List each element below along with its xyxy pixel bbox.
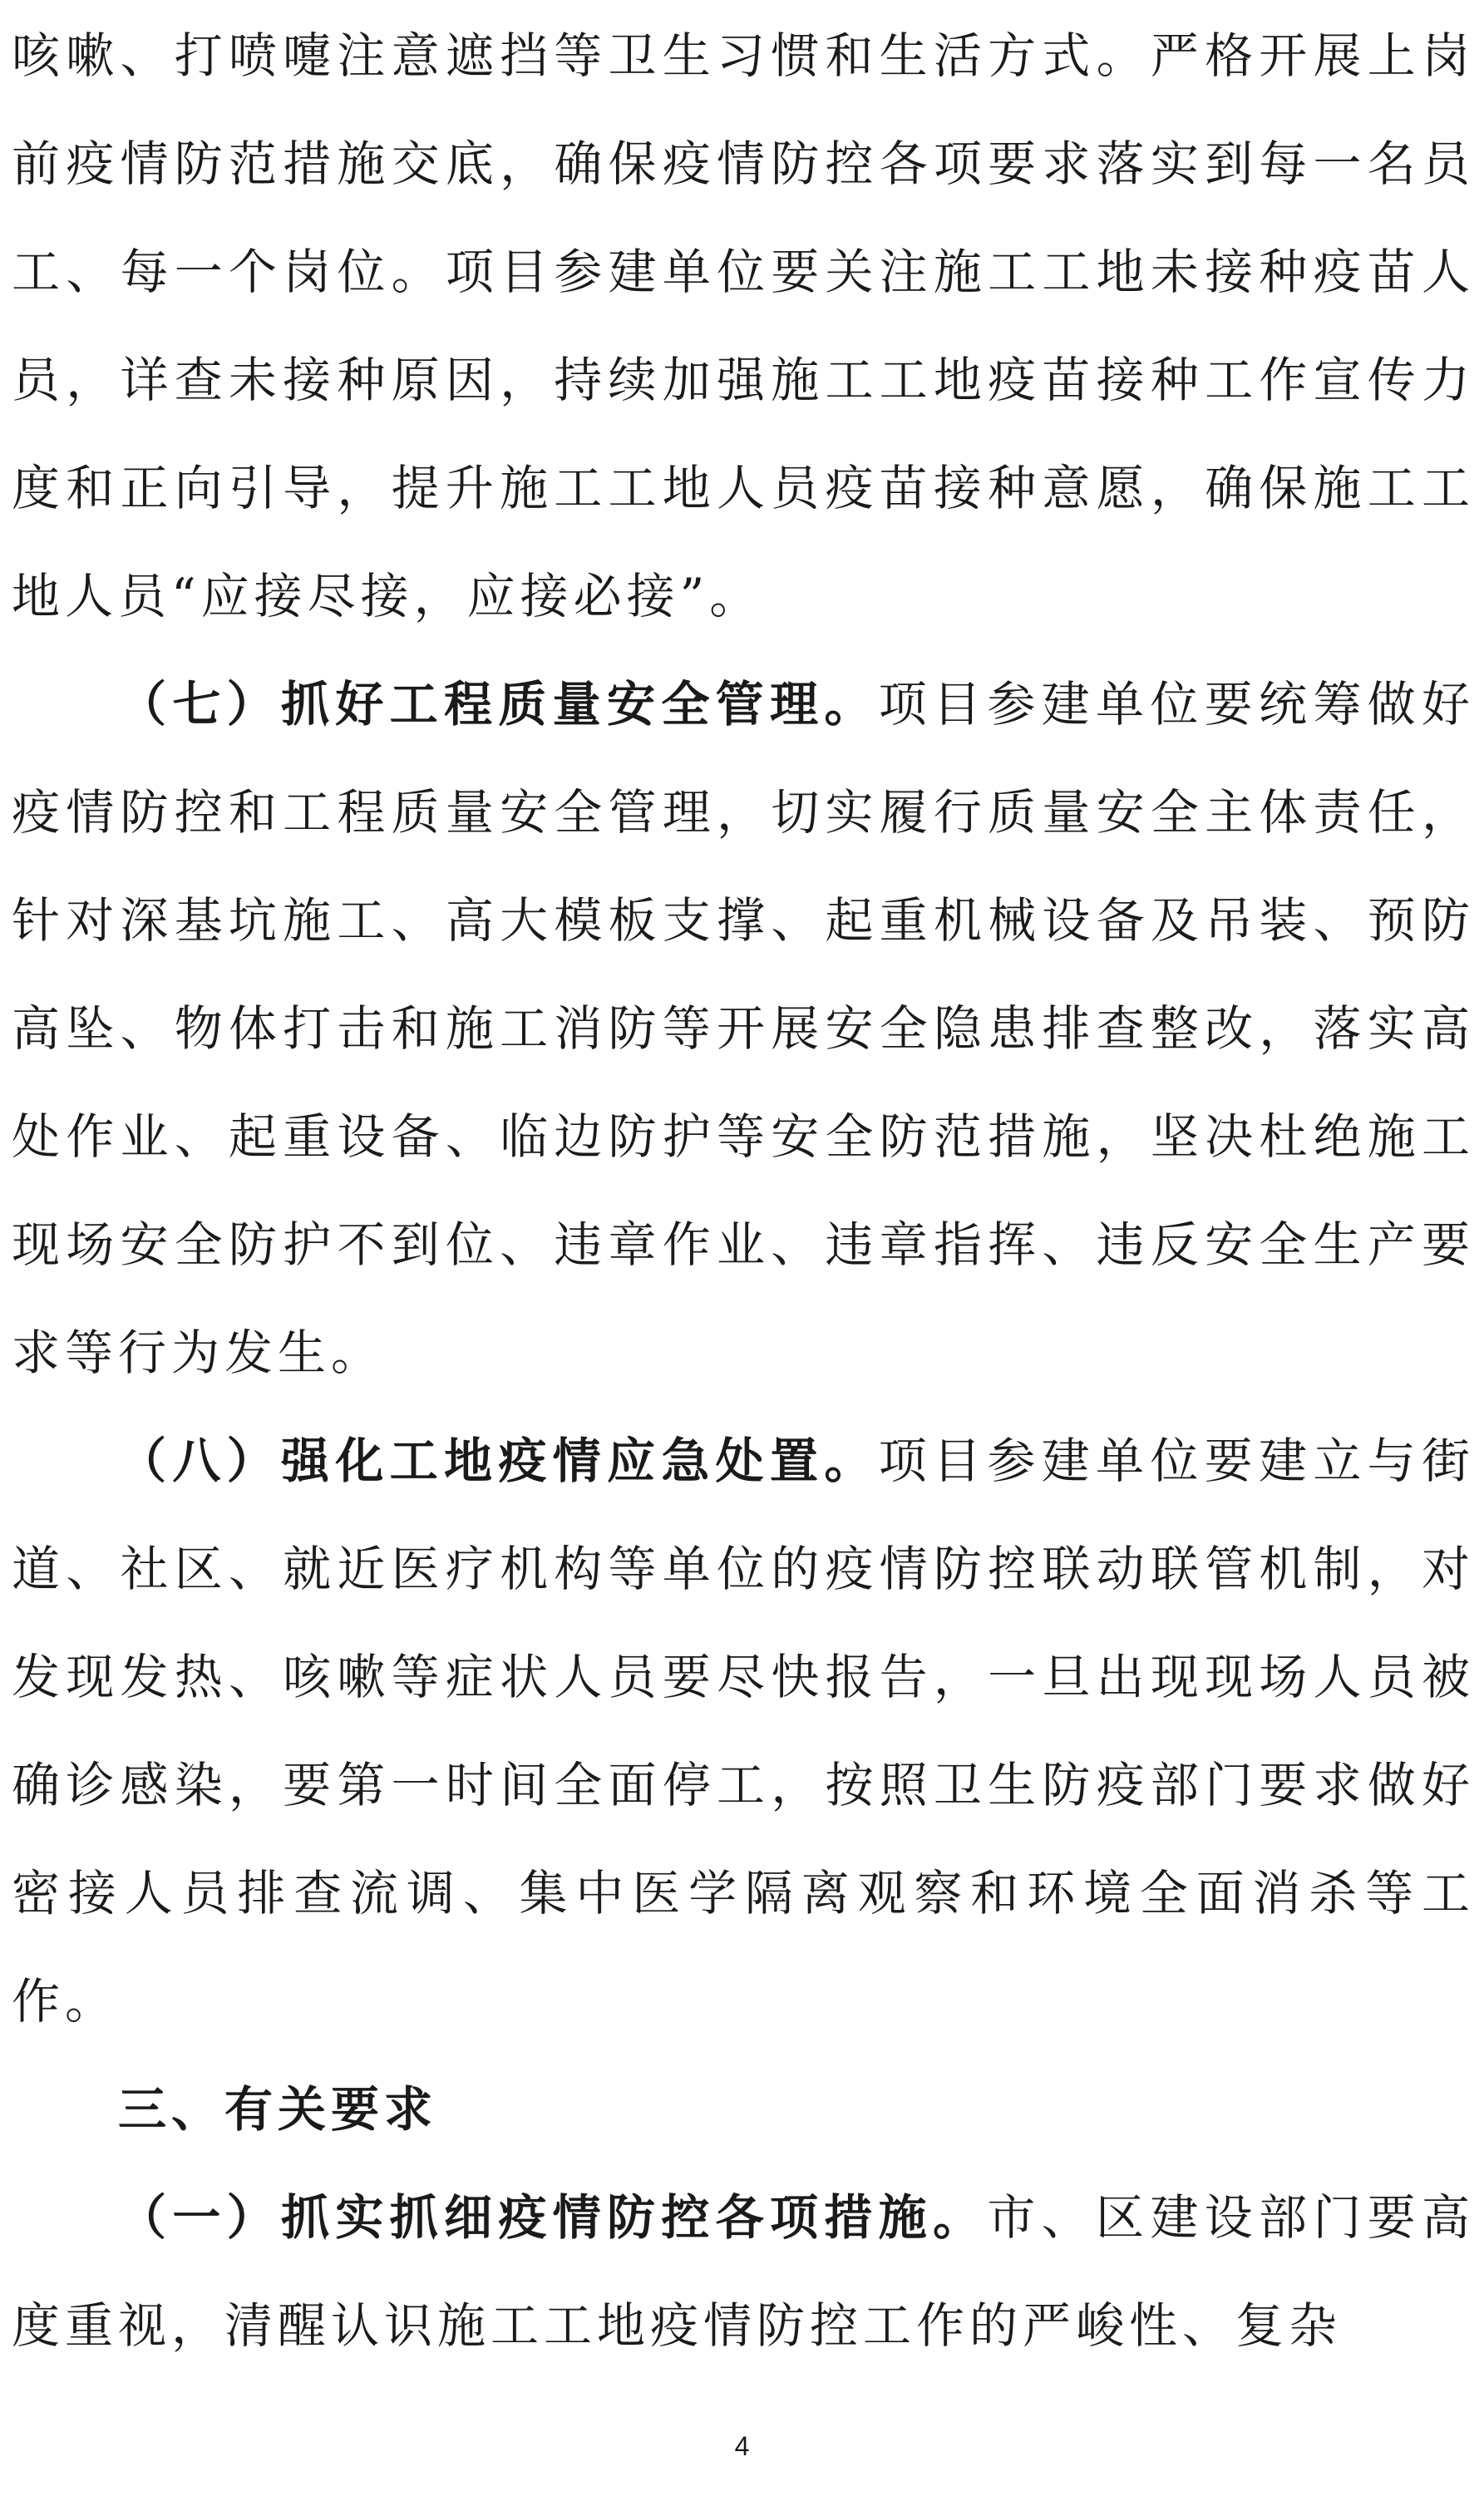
paragraph-lead-heading: （八）强化工地疫情应急处置。 xyxy=(118,1433,879,1489)
paragraph-quality-safety xyxy=(12,650,1475,1407)
paragraph-lead-heading: （七）抓好工程质量安全管理。 xyxy=(118,676,879,733)
paragraph-text: 咳嗽、打喷嚏注意遮挡等卫生习惯和生活方式。严格开展上岗前疫情防范措施交底，确保疫情防控各项要求落实到每一名员工、每一个岗位。项目参建单位要关注施工工地未接种疫苗人员，详查未接种原因，持续加强施工工地疫苗接种工作宣传力度和正向引导，提升施工工地人员疫苗接种意愿，确保施工工地人员“应接尽接，应接必接”。 xyxy=(12,27,1475,624)
paragraph-text: 市、区建设部门要高度重视，清醒认识施工工地疫情防控工作的严峻性、复杂 xyxy=(12,2189,1475,2354)
document-body xyxy=(12,2,1475,2380)
paragraph-prevention-measures xyxy=(12,2163,1475,2380)
page-number: 4 xyxy=(734,2431,750,2461)
section-heading-requirements xyxy=(12,2055,1475,2163)
section-heading-text: 三、有关要求 xyxy=(118,2081,438,2138)
paragraph-continued xyxy=(12,2,1475,650)
paragraph-text: 项目参建单位要建立与街道、社区、就近医疗机构等单位的疫情防控联动联管机制，对发现发热、咳嗽等症状人员要尽快报告，一旦出现现场人员被确诊感染，要第一时间全面停工，按照卫生防疫部门要求做好密接人员排查流调、集中医学隔离观察和环境全面消杀等工作。 xyxy=(12,1433,1475,2030)
paragraph-emergency-response xyxy=(12,1407,1475,2055)
paragraph-text: 项目参建单位要统筹做好疫情防控和工程质量安全管理，切实履行质量安全主体责任，针对深基坑施工、高大模板支撑、起重机械设备及吊装、预防高坠、物体打击和施工消防等开展安全隐患排查整改，落实高处作业、起重设备、临边防护等安全防范措施，坚决杜绝施工现场安全防护不到位、违章作业、违章指挥、违反安全生产要求等行为发生。 xyxy=(12,676,1475,1381)
paragraph-lead-heading: （一）抓实抓细疫情防控各项措施。 xyxy=(118,2189,988,2246)
